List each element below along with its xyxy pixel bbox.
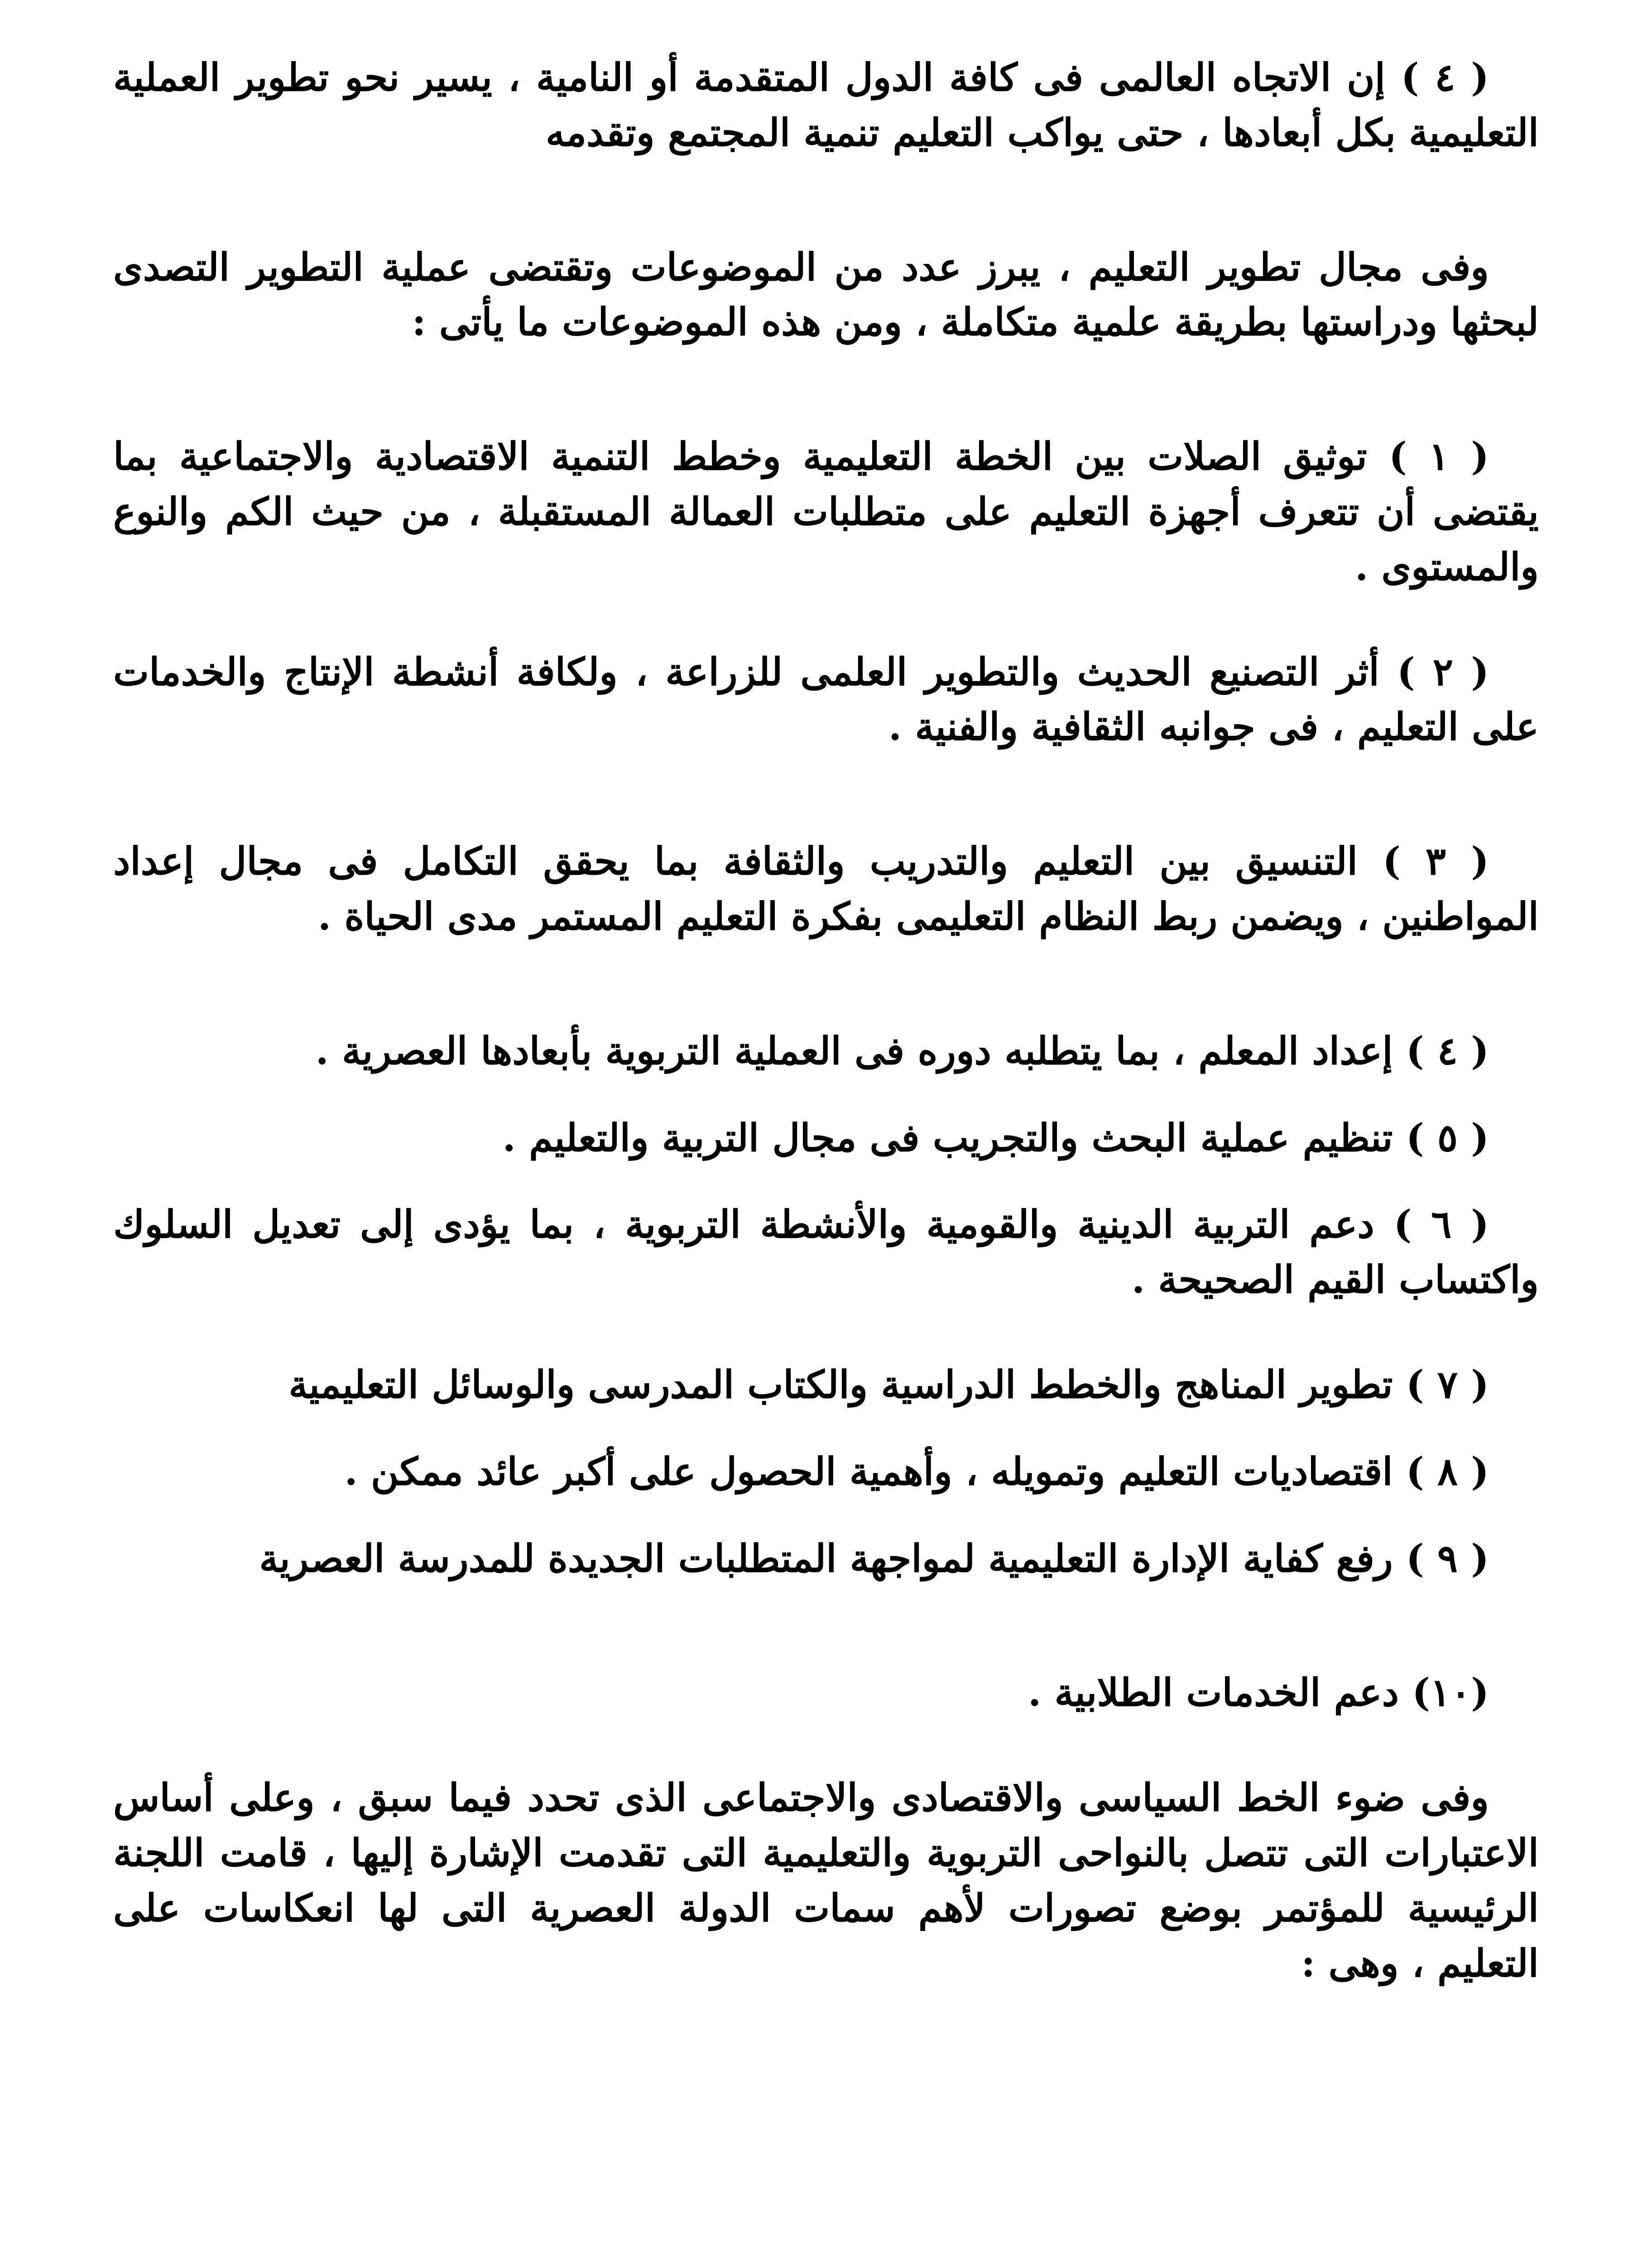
spacer — [113, 350, 1539, 429]
spacer — [113, 1079, 1539, 1110]
spacer — [113, 1720, 1539, 1770]
topic-item-8: ( ٨ ) اقتصاديات التعليم وتمويله ، وأهمية الحصول على أكبر عائد ممكن . — [344, 1449, 1489, 1494]
topic-item-6: ( ٦ ) دعم التربية الدينية والقومية والأنشطة التربوية ، بما يؤدى إلى تعديل السلوك واكتساب القيم الصحيحة . — [113, 1202, 1539, 1302]
intro-point-4: ( ٤ ) إن الاتجاه العالمى فى كافة الدول المتقدمة أو النامية ، يسير نحو تطوير العملية التعليمية بكل أبعادها ، حتى يواكب التعليم تنمية المجتمع وتقدمه — [113, 55, 1539, 155]
spacer — [113, 944, 1539, 1023]
topic-item-10: (١٠) دعم الخدمات الطلابية . — [1028, 1670, 1489, 1715]
topic-item-2: ( ٢ ) أثر التصنيع الحديث والتطوير العلمى للزراعة ، ولكافة أنشطة الإنتاج والخدمات على التعليم ، فى جوانبه الثقافية والفنية . — [113, 649, 1539, 749]
topic-item-9: ( ٩ ) رفع كفاية الإدارة التعليمية لمواجهة المتطلبات الجديدة للمدرسة العصرية — [259, 1535, 1489, 1581]
spacer — [113, 1165, 1539, 1197]
spacer — [113, 595, 1539, 644]
conclusion-paragraph: وفى ضوء الخط السياسى والاقتصادى والاجتماعى الذى تحدد فيما سبق ، وعلى أساس الاعتبارات التى تتصل بالنواحى التربوية والتعليمية التى تقدمت الإشارة إليها ، قامت اللجنة الرئيسية للمؤتمر بوضع تصورات لأهم سمات الدولة العصرية التى لها انعكاسات على التعليم ، وهى : — [113, 1775, 1539, 1986]
spacer — [113, 754, 1539, 834]
spacer — [113, 160, 1539, 240]
topic-item-1: ( ١ ) توثيق الصلات بين الخطة التعليمية وخطط التنمية الاقتصادية والاجتماعية بما يقتضى أن تتعرف أجهزة التعليم على متطلبات العمالة المستقبلة ، من حيث الكم والنوع والمستوى . — [113, 434, 1539, 589]
spacer — [113, 1412, 1539, 1444]
topic-item-4: ( ٤ ) إعداد المعلم ، بما يتطلبه دوره فى العملية التربوية بأبعادها العصرية . — [315, 1028, 1489, 1073]
spacer — [113, 1586, 1539, 1665]
lead-paragraph: وفى مجال تطوير التعليم ، يبرز عدد من الموضوعات وتقتضى عملية التطوير التصدى لبحثها ودراستها بطريقة علمية متكاملة ، ومن هذه الموضوعات ما يأتى : — [113, 244, 1539, 345]
spacer — [113, 1307, 1539, 1357]
topic-item-5: ( ٥ ) تنظيم عملية البحث والتجريب فى مجال التربية والتعليم . — [502, 1115, 1489, 1160]
topic-item-3: ( ٣ ) التنسيق بين التعليم والتدريب والثقافة بما يحقق التكامل فى مجال إعداد المواطنين ، ويضمن ربط النظام التعليمى بفكرة التعليم المستمر مدى الحياة . — [113, 839, 1539, 939]
topic-item-7: ( ٧ ) تطوير المناهج والخطط الدراسية والكتاب المدرسى والوسائل التعليمية — [288, 1362, 1489, 1407]
spacer — [113, 1499, 1539, 1531]
